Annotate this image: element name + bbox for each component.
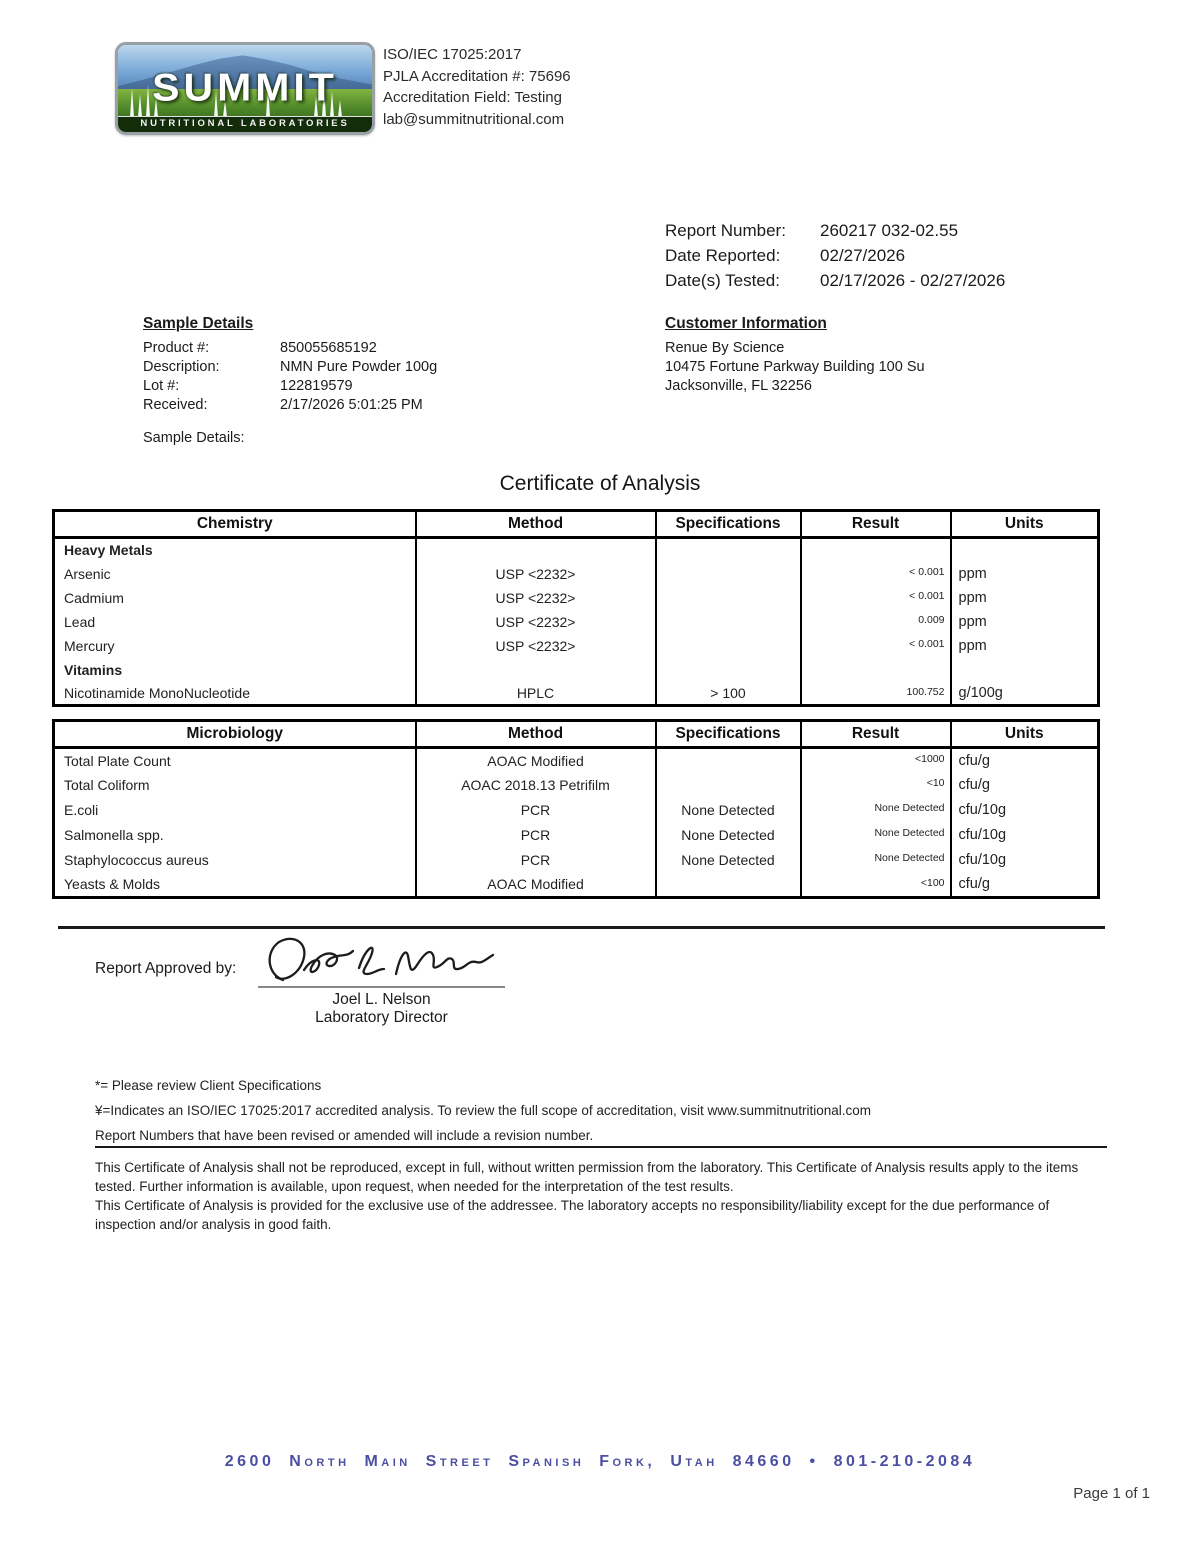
received-label: Received: [143,397,208,413]
footnote-client-specs: *= Please review Client Specifications [95,1078,322,1093]
analyte-name: Nicotinamide MonoNucleotide [54,682,416,706]
result-value: None Detected [801,848,951,873]
description-value: NMN Pure Powder 100g [280,359,438,375]
specification-value: None Detected [656,848,801,873]
method-value [416,538,656,562]
summit-logo-frame [115,42,375,135]
lot-number-value: 122819579 [280,378,353,394]
specification-value [656,748,801,773]
disclaimer-paragraph-1: This Certificate of Analysis shall not be reproduced, except in full, without written permission from the laboratory. This Certificate of Analysis results apply to the items tested. Further information is available, upon request, when needed for the interpretation of the test results. [95,1160,1079,1194]
signatory-title: Laboratory Director [315,1009,448,1026]
certificate-title: Certificate of Analysis [499,472,701,495]
lab-email: lab@summitnutritional.com [383,110,565,128]
table-row [54,538,1099,562]
date-reported-value: 02/27/2026 [820,246,906,265]
specification-value [656,586,801,610]
analyte-name: Mercury [54,634,416,658]
description-row [143,358,437,377]
footnote-accredited-analysis: ¥=Indicates an ISO/IEC 17025:2017 accredited analysis. To review the full scope of accreditation, visit www.summitnutritional.com [95,1103,872,1118]
description-label: Description: [143,359,220,375]
units-value: cfu/10g [958,802,1007,818]
divider-rule-bottom [95,1146,1107,1148]
table-row [54,798,1099,823]
signature-line [258,986,505,988]
summit-logo [115,42,375,135]
product-number-label: Product #: [143,340,210,356]
divider-rule-top [58,926,1105,929]
customer-address-line2: Jacksonville, FL 32256 [665,378,812,394]
customer-info-heading: Customer Information [665,315,827,332]
specification-value: > 100 [656,682,801,706]
analyte-name: Arsenic [54,562,416,586]
specification-value [656,773,801,798]
microbiology-table [52,719,1100,899]
dates-tested-row [665,268,1005,293]
specification-value [656,658,801,682]
report-info-block [665,218,1005,293]
date-reported-row [665,243,1005,268]
specification-value [656,634,801,658]
dates-tested-value: 02/17/2026 - 02/27/2026 [820,271,1006,290]
table-row [54,586,1099,610]
accreditation-line: PJLA Accreditation #: 75696 [383,67,571,85]
result-value: < 0.001 [801,586,951,610]
specification-value [656,538,801,562]
units-value [951,658,1099,682]
analyte-name: Cadmium [54,586,416,610]
analyte-name: Total Coliform [54,773,416,798]
table-row [54,682,1099,706]
lot-number-label: Lot #: [143,378,180,394]
accreditation-line: ISO/IEC 17025:2017 [383,46,522,63]
method-value [416,658,656,682]
microbiology-header-row [54,721,1099,748]
column-header-result: Result [801,511,951,538]
report-approved-by-label: Report Approved by: [95,960,237,977]
column-header-method: Method [416,721,656,748]
method-value: PCR [416,823,656,848]
result-value: <10 [801,773,951,798]
customer-info-block [665,314,925,396]
analyte-name: Staphylococcus aureus [54,848,416,873]
signature-image [252,928,508,988]
result-value: < 0.001 [801,634,951,658]
table-row [54,848,1099,873]
table-row [54,634,1099,658]
method-value: PCR [416,798,656,823]
logo-wordmark: SUMMIT [152,65,338,110]
received-value: 2/17/2026 5:01:25 PM [280,397,423,413]
method-value: AOAC Modified [416,873,656,898]
result-value [801,538,951,562]
units-value: ppm [958,637,987,654]
analyte-name: Lead [54,610,416,634]
signatory-name: Joel L. Nelson [332,991,431,1008]
table-row [54,658,1099,682]
report-number-label: Report Number: [665,221,786,240]
footnote-revision: Report Numbers that have been revised or amended will include a revision number. [95,1128,594,1143]
method-value: HPLC [416,682,656,706]
customer-address-line1: 10475 Fortune Parkway Building 100 Su [665,359,925,375]
chemistry-table [52,509,1100,707]
received-row [143,396,437,415]
column-header-method: Method [416,511,656,538]
page-number: Page 1 of 1 [1073,1485,1150,1502]
units-value: ppm [958,589,987,606]
table-row [54,773,1099,798]
method-value: AOAC Modified [416,748,656,773]
column-header-chemistry: Chemistry [54,511,416,538]
accreditation-block [383,44,571,130]
logo-tagline: NUTRITIONAL LABORATORIES [118,116,372,132]
footnotes-block [95,1078,871,1153]
disclaimer-paragraph-2: This Certificate of Analysis is provided for the exclusive use of the addressee. The laboratory accepts no responsibility/liability except for the due performance of inspection and/or analysis in good faith. [95,1198,1050,1232]
specification-value: None Detected [656,823,801,848]
method-value: USP <2232> [416,610,656,634]
result-value: <100 [801,873,951,898]
accreditation-line: Accreditation Field: Testing [383,89,562,106]
disclaimer-block [95,1158,1090,1234]
lot-number-row [143,377,437,396]
units-value: ppm [958,613,987,630]
units-value: cfu/10g [958,827,1007,843]
microbiology-table-body [54,748,1099,898]
lab-address-footer: 2600 North Main Street Spanish Fork, Utah 84660 • 801-210-2084 [224,1453,976,1470]
method-value: USP <2232> [416,586,656,610]
specification-value [656,610,801,634]
column-header-units: Units [951,511,1099,538]
method-value: PCR [416,848,656,873]
analyte-name: Heavy Metals [54,538,416,562]
column-header-units: Units [951,721,1099,748]
result-value: None Detected [801,798,951,823]
column-header-specifications: Specifications [656,511,801,538]
report-number-value: 260217 032-02.55 [820,221,959,240]
sample-details-extra-label: Sample Details: [143,430,245,446]
units-value: cfu/g [958,876,990,893]
method-value: USP <2232> [416,634,656,658]
analyte-name: E.coli [54,798,416,823]
table-row [54,873,1099,898]
table-row [54,748,1099,773]
date-reported-label: Date Reported: [665,246,781,265]
units-value: cfu/g [958,752,990,769]
result-value [801,658,951,682]
table-row [54,610,1099,634]
sample-details-block [143,314,437,415]
column-header-result: Result [801,721,951,748]
units-value: cfu/10g [958,852,1007,868]
result-value: 0.009 [801,610,951,634]
analyte-name: Vitamins [54,658,416,682]
specification-value [656,873,801,898]
analyte-name: Total Plate Count [54,748,416,773]
table-row [54,823,1099,848]
method-value: AOAC 2018.13 Petrifilm [416,773,656,798]
analyte-name: Yeasts & Molds [54,873,416,898]
units-value: ppm [958,565,987,582]
specification-value: None Detected [656,798,801,823]
column-header-microbiology: Microbiology [54,721,416,748]
product-number-value: 850055685192 [280,340,377,356]
units-value: cfu/g [958,777,990,793]
dates-tested-label: Date(s) Tested: [665,271,780,290]
chemistry-table-body [54,538,1099,706]
units-value: g/100g [958,684,1003,701]
result-value: < 0.001 [801,562,951,586]
method-value: USP <2232> [416,562,656,586]
chemistry-header-row [54,511,1099,538]
specification-value [656,562,801,586]
result-value: None Detected [801,823,951,848]
product-number-row [143,339,437,358]
report-number-row [665,218,1005,243]
sample-details-heading: Sample Details [143,315,254,332]
result-value: <1000 [801,748,951,773]
column-header-specifications: Specifications [656,721,801,748]
analyte-name: Salmonella spp. [54,823,416,848]
table-row [54,562,1099,586]
result-value: 100.752 [801,682,951,706]
customer-name: Renue By Science [665,340,785,356]
units-value [951,538,1099,562]
